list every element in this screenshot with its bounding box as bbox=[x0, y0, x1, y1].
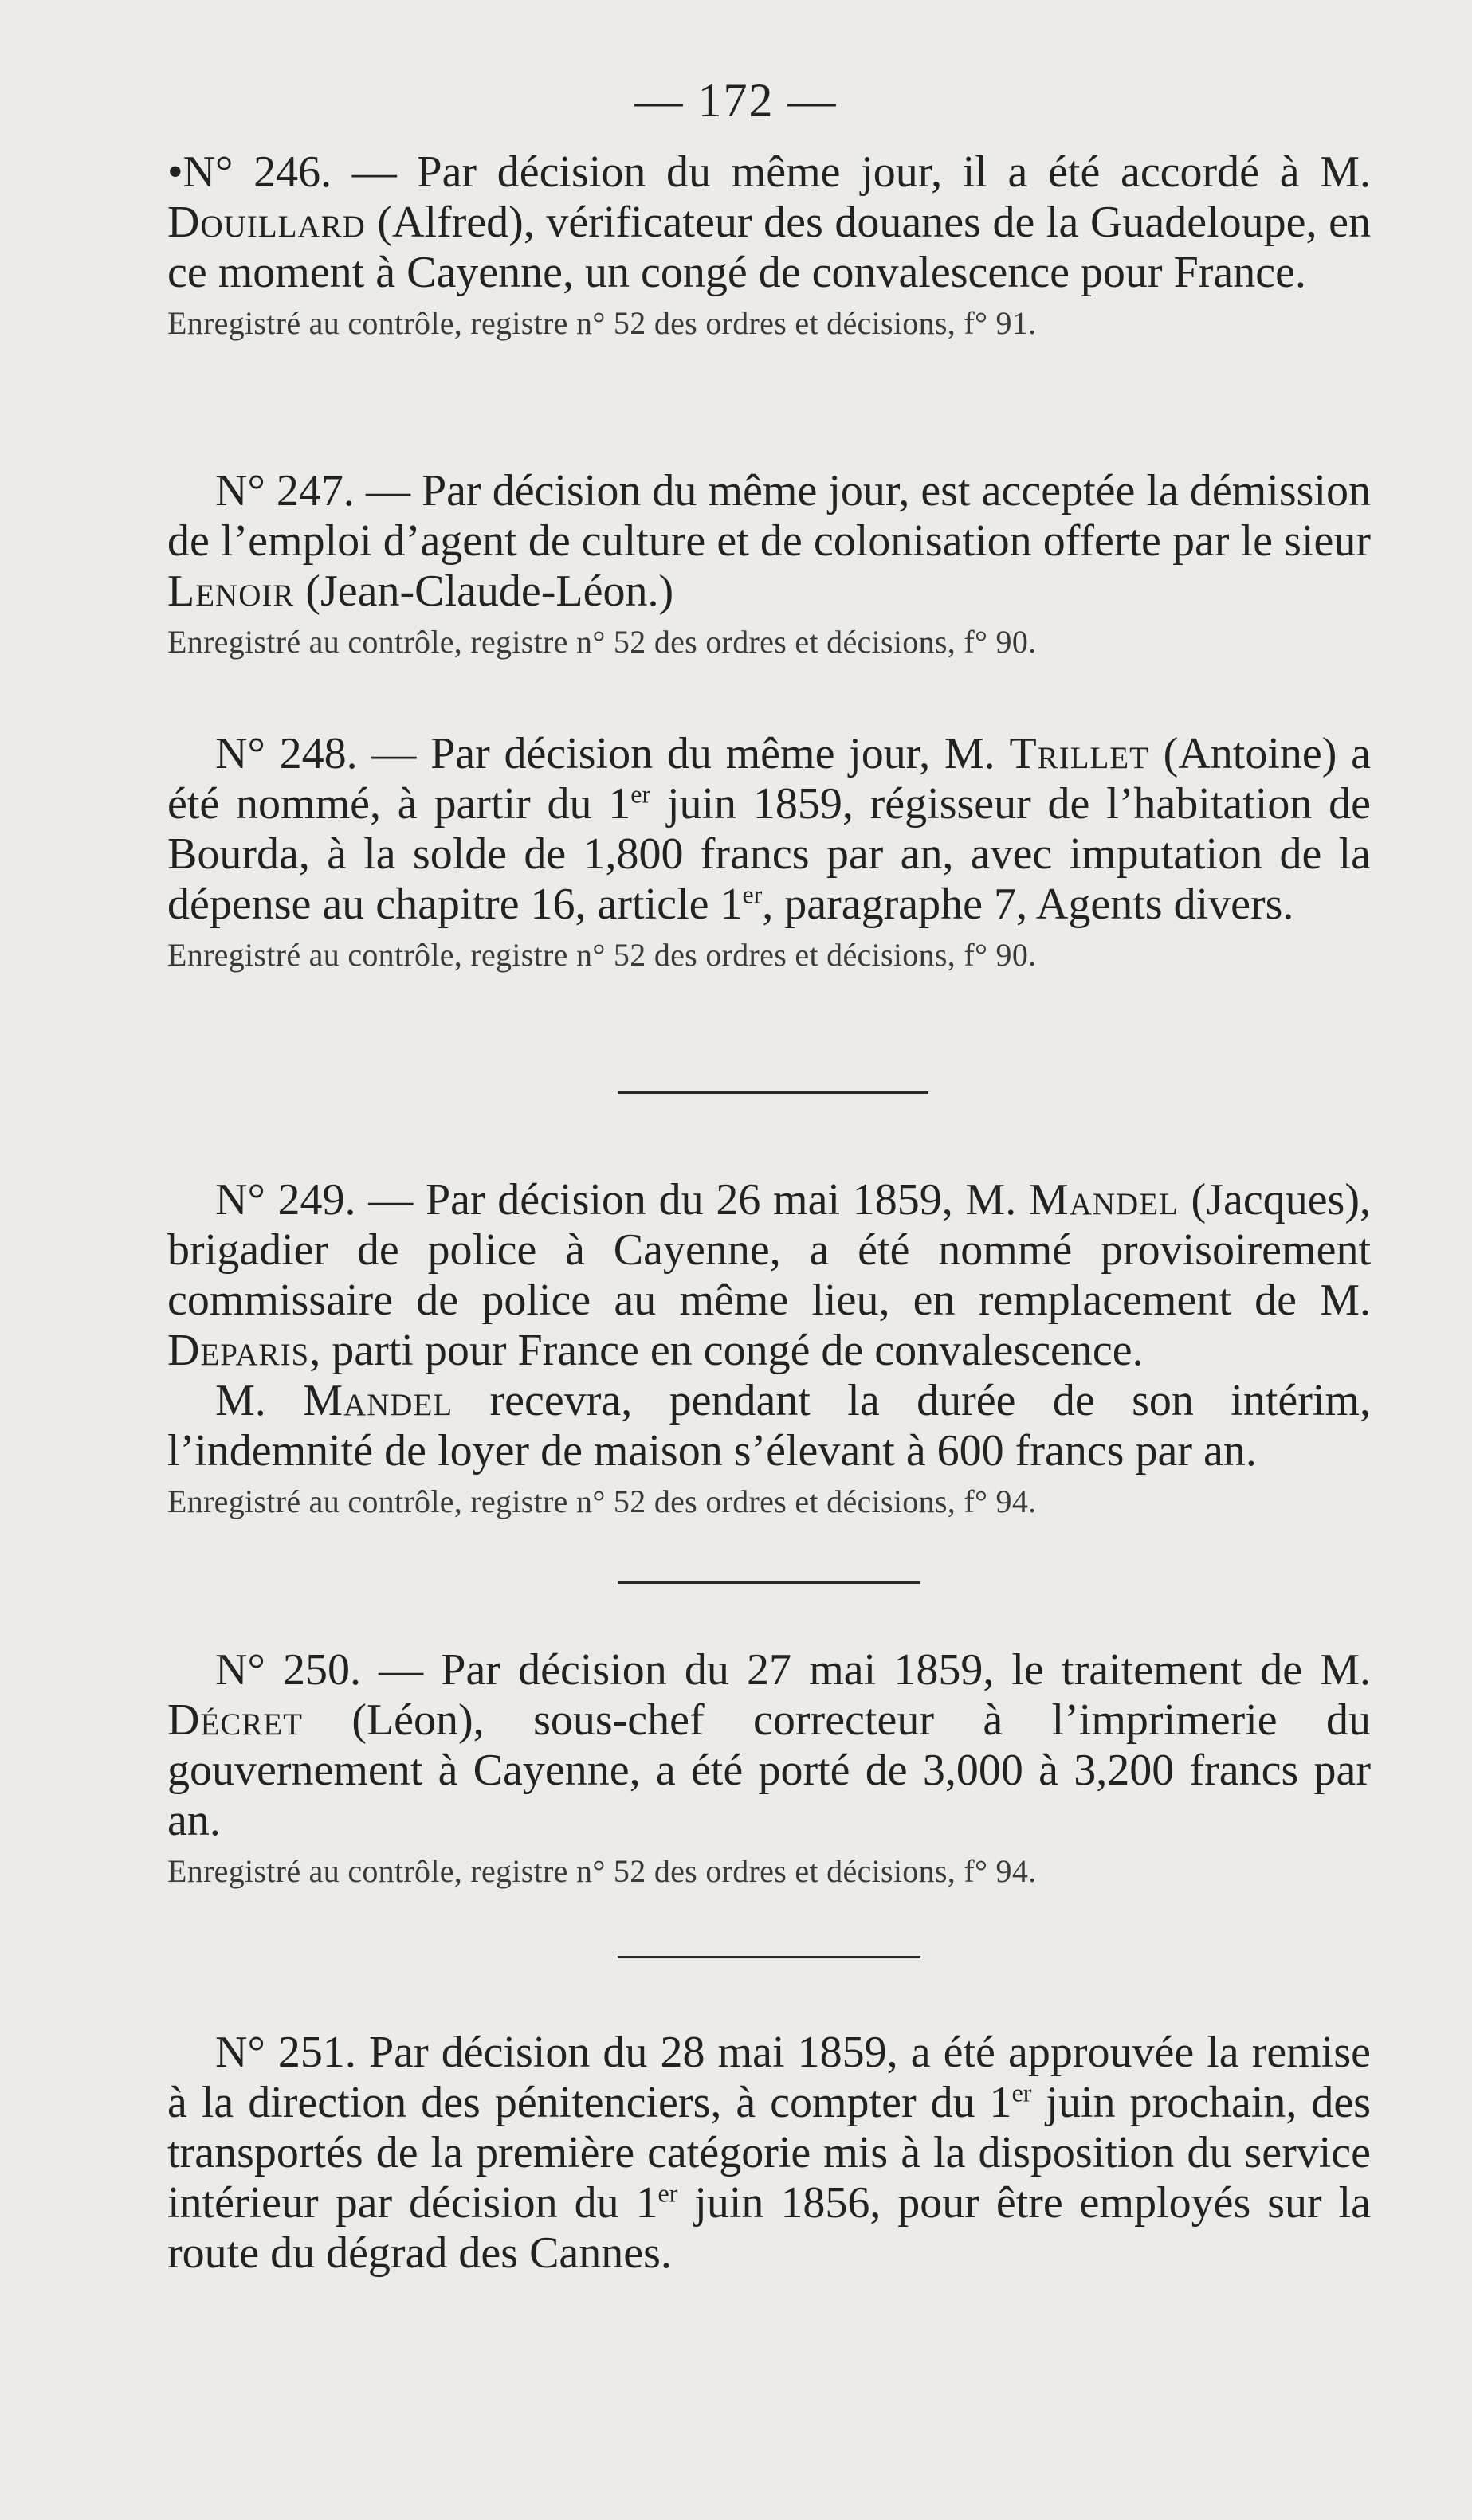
person-name: Lenoir bbox=[167, 566, 295, 616]
person-name: Trillet bbox=[1009, 729, 1149, 778]
entry-249 bbox=[167, 1175, 1371, 1523]
person-name: Deparis bbox=[167, 1326, 310, 1375]
section-divider bbox=[618, 1956, 920, 1958]
entry-250 bbox=[167, 1645, 1371, 1892]
entry-text: N° 248. — Par décision du même jour, M. Trillet (Antoine) a été nommé, à partir du 1er juin 1859, régisseur de l’habitation de Bourda, à la solde de 1,800 francs par an, avec imputation de la dépense au chapitre 16, article 1er, paragraphe 7, Agents divers. bbox=[167, 729, 1371, 929]
registration-note: Enregistré au contrôle, registre n° 52 des ordres et décisions, f° 90. bbox=[167, 624, 1037, 660]
entry-number: N° 249. bbox=[215, 1175, 356, 1225]
person-name: Mandel bbox=[303, 1376, 453, 1425]
person-name: Décret bbox=[167, 1695, 303, 1745]
registration-note: Enregistré au contrôle, registre n° 52 des ordres et décisions, f° 94. bbox=[167, 1483, 1037, 1519]
entry-text: N° 250. — Par décision du 27 mai 1859, le traitement de M. Décret (Léon), sous-chef correcteur à l’imprimerie du gouvernement à Cayenne, a été porté de 3,000 à 3,200 francs par an. bbox=[167, 1645, 1372, 1845]
entry-number: N° 247. bbox=[215, 466, 355, 515]
section-divider bbox=[618, 1091, 928, 1094]
entry-text: •N° 246. — Par décision du même jour, il a été accordé à M. Douillard (Alfred), vérificateur des douanes de la Guadeloupe, en ce moment à Cayenne, un congé de convalescence pour France. bbox=[167, 147, 1371, 297]
page-number: — 172 — bbox=[634, 74, 838, 127]
entry-text: N° 251. Par décision du 28 mai 1859, a été approuvée la remise à la direction des pénitenciers, à compter du 1er juin prochain, des transportés de la première catégorie mis à la disposition du service intérieur par décision du 1er juin 1856, pour être employés sur la route du dégrad des Cannes. bbox=[167, 2028, 1372, 2278]
entry-248 bbox=[167, 729, 1371, 976]
entry-text-continued: M. Mandel recevra, pendant la durée de son intérim, l’indemnité de loyer de maison s’élevant à 600 francs par an. bbox=[167, 1376, 1371, 1476]
entry-251 bbox=[167, 2028, 1371, 2279]
registration-note: Enregistré au contrôle, registre n° 52 des ordres et décisions, f° 91. bbox=[167, 305, 1037, 341]
person-name: Douillard bbox=[167, 198, 366, 247]
entry-247 bbox=[167, 466, 1371, 663]
entry-text: N° 247. — Par décision du même jour, est acceptée la démission de l’emploi d’agent de culture et de colonisation offerte par le sieur Lenoir (Jean-Claude-Léon.) bbox=[167, 466, 1371, 616]
entry-246 bbox=[167, 147, 1371, 344]
entry-number: N° 251. bbox=[215, 2028, 356, 2077]
entry-text: N° 249. — Par décision du 26 mai 1859, M. Mandel (Jacques), brigadier de police à Cayenne, a été nommé provisoirement commissaire de police au même lieu, en remplacement de M. Deparis, parti pour France en congé de convalescence. bbox=[167, 1175, 1371, 1375]
registration-note: Enregistré au contrôle, registre n° 52 des ordres et décisions, f° 94. bbox=[167, 1853, 1037, 1889]
entry-number: N° 250. bbox=[215, 1645, 361, 1695]
section-divider bbox=[618, 1581, 920, 1584]
entry-number: N° 248. bbox=[215, 729, 358, 778]
person-name: Mandel bbox=[1028, 1175, 1179, 1225]
registration-note: Enregistré au contrôle, registre n° 52 des ordres et décisions, f° 90. bbox=[167, 937, 1037, 973]
entry-number: •N° 246. bbox=[167, 147, 332, 197]
